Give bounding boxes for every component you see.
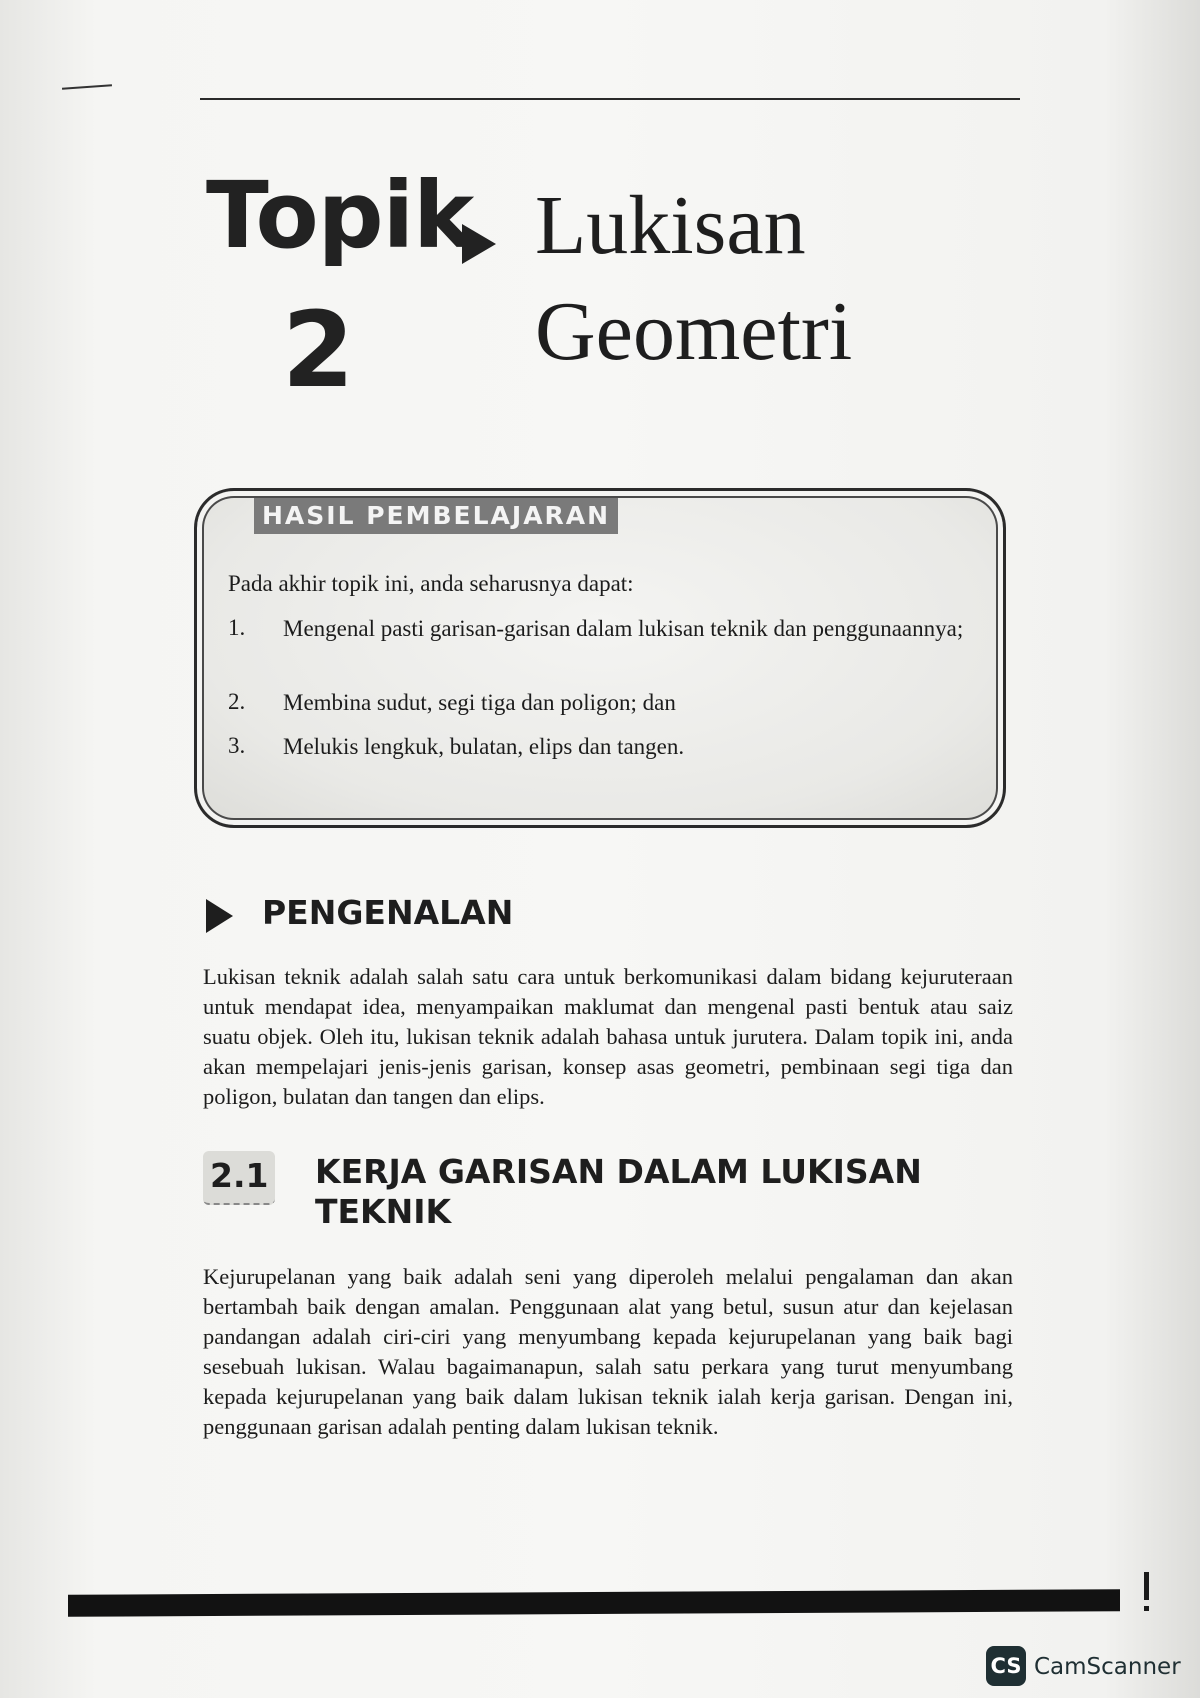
learning-outcomes-badge: HASIL PEMBELAJARAN [254, 498, 618, 534]
edge-mark [1144, 1572, 1149, 1600]
edge-mark-dot [1144, 1606, 1149, 1611]
camscanner-logo: CS [986, 1646, 1026, 1686]
learning-outcomes-intro: Pada akhir topik ini, anda seharusnya dapat: [228, 571, 634, 596]
outcome-text: Mengenal pasti garisan-garisan dalam lukisan teknik dan penggunaannya; [283, 616, 964, 641]
outcome-text: Membina sudut, segi tiga dan poligon; dan [283, 690, 676, 715]
outcome-number: 2. [228, 689, 246, 714]
section-arrow-icon [206, 899, 233, 933]
section-number: 2.1 [210, 1156, 269, 1195]
topik-number: 2 [282, 289, 355, 411]
learning-outcomes-box [194, 488, 1006, 828]
camscanner-label: CamScanner [1034, 1654, 1181, 1680]
topik-label: Topik [206, 162, 474, 269]
outcome-number: 3. [228, 733, 246, 758]
section-title: KERJA GARISAN DALAM LUKISAN TEKNIK [315, 1152, 922, 1231]
section-paragraph: Kejurupelanan yang baik adalah seni yang diperoleh melalui pengalaman dan akan bertambah baik dengan amalan. Penggunaan alat yang betul, susun atur dan kejelasan pandangan adalah ciri-ciri yang menyumbang kepada kejurupelanan yang baik bagi sesebuah lukisan. Walau bagaimanapun, salah satu perkara yang turut menyumbang kepada kejurupelanan yang baik dalam lukisan teknik ialah kerja garisan. Dengan ini, penggunaan garisan adalah penting dalam lukisan teknik. [203, 1264, 1013, 1439]
topic-title-line-2: Geometri [535, 285, 853, 378]
top-rule [200, 98, 1020, 100]
title-arrow-icon [462, 224, 496, 264]
intro-paragraph: Lukisan teknik adalah salah satu cara untuk berkomunikasi dalam bidang kejuruteraan untuk mendapat idea, menyampaikan maklumat dan mengenal pasti bentuk atau saiz suatu objek. Oleh itu, lukisan teknik adalah bahasa untuk jurutera. Dalam topik ini, anda akan mempelajari jenis-jenis garisan, konsep asas geometri, pembinaan segi tiga dan poligon, bulatan dan tangen dan elips. [203, 964, 1013, 1109]
outcome-number: 1. [228, 615, 246, 640]
topic-title-line-1: Lukisan [535, 179, 806, 272]
section-heading-pengenalan: PENGENALAN [262, 893, 514, 932]
outcome-text: Melukis lengkuk, bulatan, elips dan tangen. [283, 734, 685, 759]
